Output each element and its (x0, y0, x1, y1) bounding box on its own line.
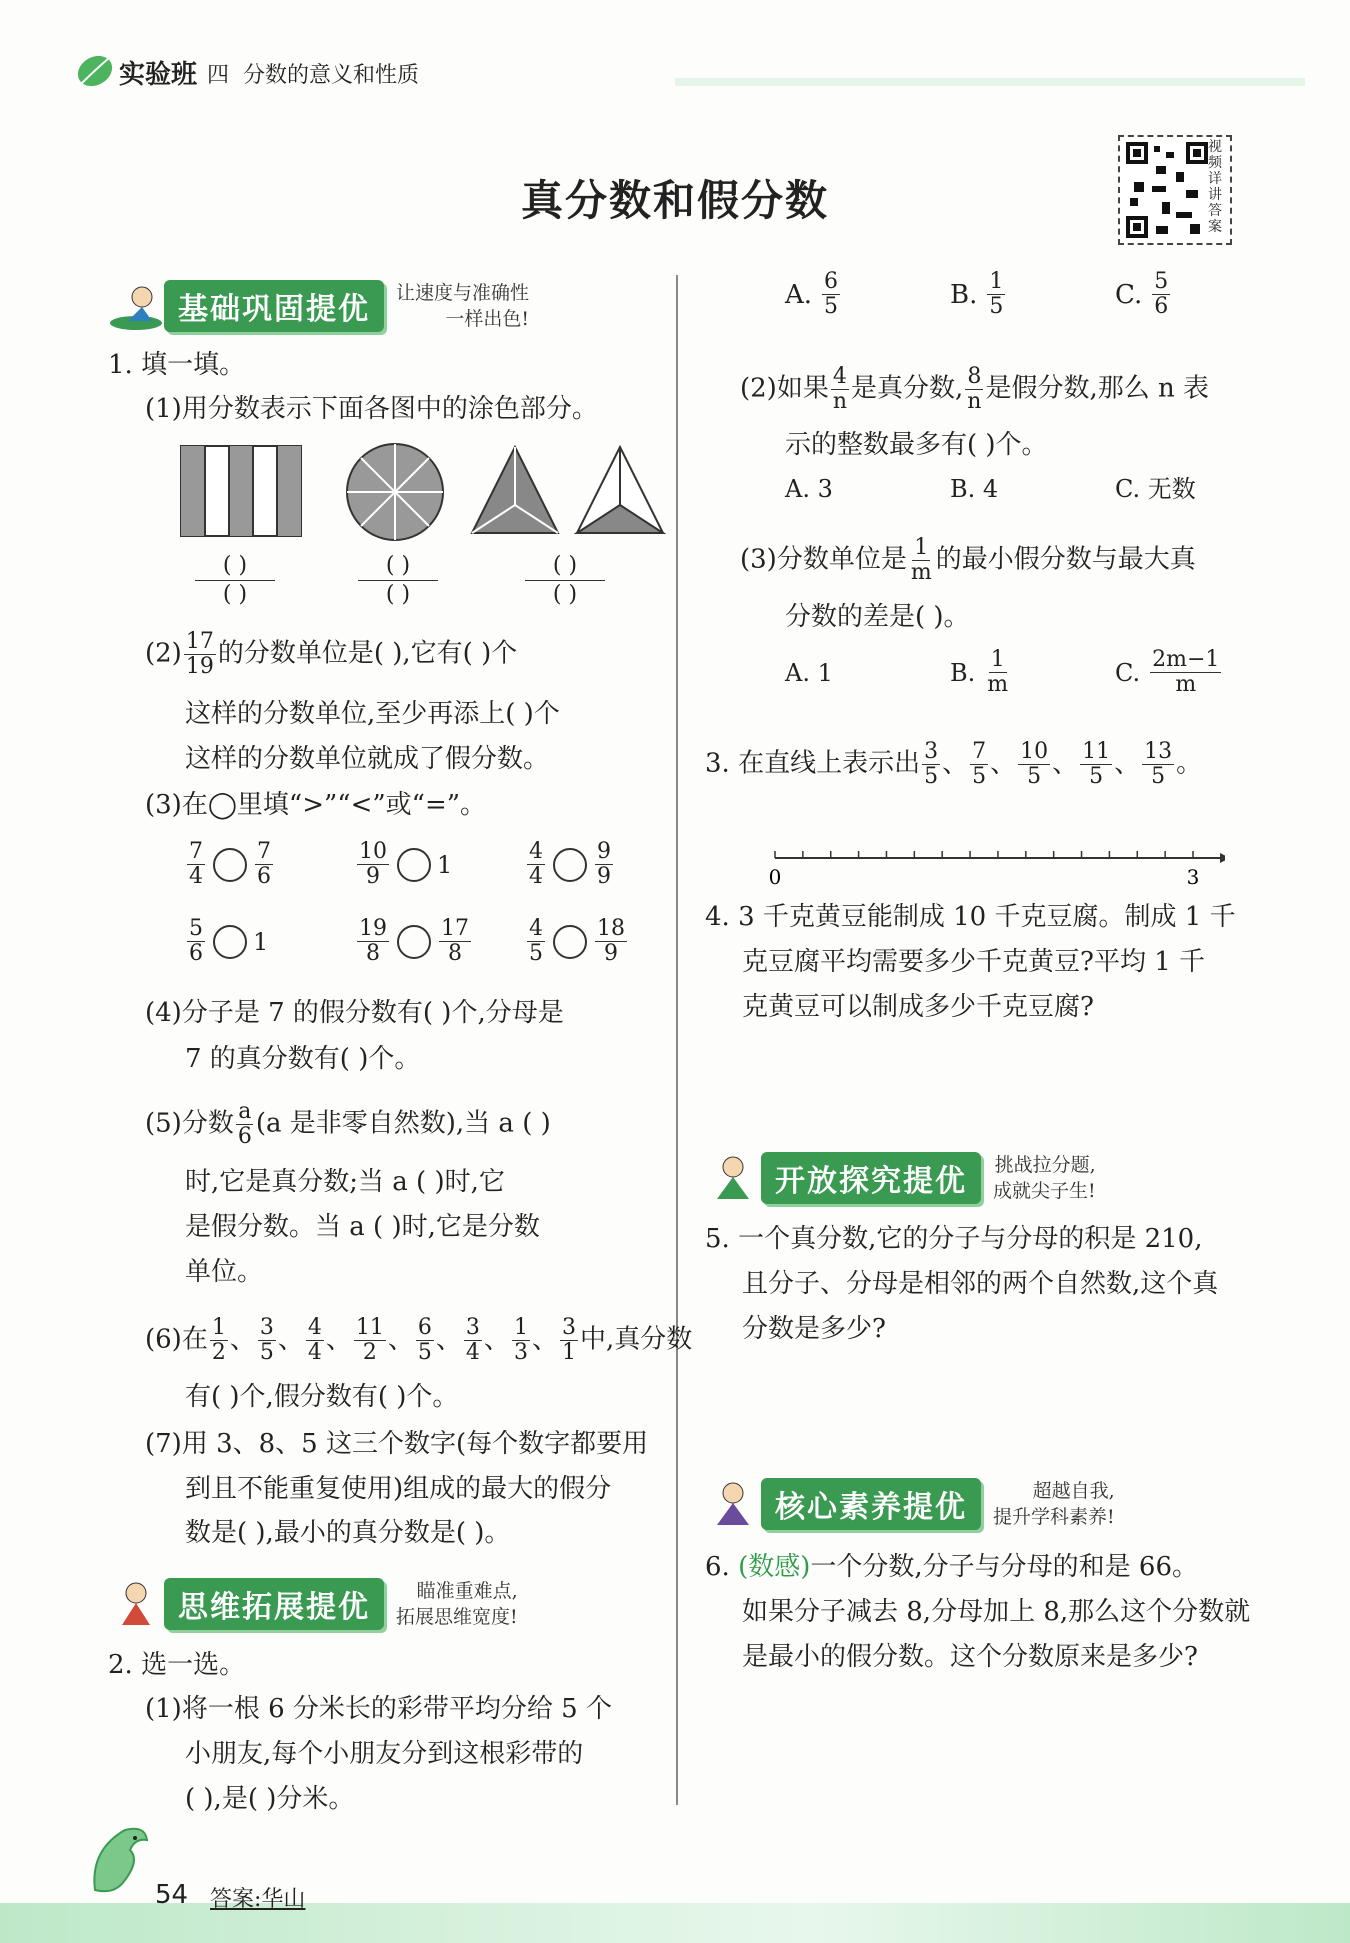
compare-circle[interactable] (553, 848, 587, 882)
option-b[interactable]: B. 4 (950, 475, 999, 503)
compare-item (525, 917, 655, 966)
option-c[interactable]: C. $\frac{5}{6}$ (1115, 269, 1169, 319)
q4-l1: 4. 3 千克黄豆能制成 10 千克豆腐。制成 1 千 (705, 902, 1236, 932)
mascot-icon (108, 1579, 164, 1629)
blank-fraction[interactable]: ( ) ( ) (195, 552, 275, 609)
fraction: $\frac{1}{m}$ (987, 647, 1009, 697)
q2-p2-options (785, 472, 1245, 506)
option-a[interactable]: A. 1 (785, 658, 833, 687)
fraction: $\frac{17}{8}$ (441, 916, 469, 966)
q1-p3: (3)在◯里填“>”“<”或“=”。 (145, 790, 487, 820)
q2-p3-options (785, 648, 1245, 697)
q1-p7c: 数是( ),最小的真分数是( )。 (185, 1518, 511, 1548)
fraction: $\frac{5}{6}$ (189, 916, 203, 966)
fraction: $\frac{18}{9}$ (597, 916, 625, 966)
q1-p1: (1)用分数表示下面各图中的涂色部分。 (145, 394, 598, 424)
q4-l3: 克黄豆可以制成多少千克豆腐? (742, 992, 1094, 1022)
mascot-icon (705, 1153, 761, 1203)
fraction: $\frac{3}{5}$ (259, 1315, 274, 1365)
option-a[interactable]: A. $\frac{6}{5}$ (785, 269, 839, 319)
section-label: 基础巩固提优 (164, 280, 384, 332)
option-b[interactable]: B. $\frac{1}{5}$ (950, 269, 1004, 319)
q2-title: 2. 选一选。 (108, 1650, 246, 1680)
q1-p5b: 时,它是真分数;当 a ( )时,它 (185, 1167, 505, 1197)
fraction: $\frac{8}{n}$ (967, 364, 982, 414)
fraction: $\frac{9}{9}$ (597, 839, 611, 889)
section-banner-basic (108, 280, 529, 332)
figure-rectangle (180, 445, 302, 541)
compare-circle[interactable] (213, 848, 247, 882)
page-title: 真分数和假分数 (520, 176, 829, 225)
mascot-icon (705, 1479, 761, 1529)
section-label: 核心素养提优 (761, 1478, 981, 1530)
qr-caption: 视频详讲答案 (1208, 139, 1222, 235)
fraction: $\frac{3}{4}$ (465, 1315, 480, 1365)
q2-p1c: ( ),是( )分米。 (185, 1784, 355, 1814)
q6-tag: (数感) (738, 1552, 811, 1582)
option-a[interactable]: A. 3 (785, 475, 833, 503)
header-rule (675, 78, 1305, 86)
q6-l1: 6. (数感)一个分数,分子与分母的和是 66。 (705, 1552, 1198, 1582)
axis-label: 0 (768, 865, 782, 889)
slogan-line: 瞄准重难点, (416, 1580, 518, 1602)
q5-l3: 分数是多少? (742, 1314, 886, 1344)
q3-text: 3. 在直线上表示出 $\frac{3}{5}$ 、 $\frac{7}{5}$ 、 $\frac{10}{5}$ 、 $\frac{11}{5}$ 、 $\frac{13}{5}$ 。 (705, 739, 1203, 789)
q6-l3: 是最小的假分数。这个分数原来是多少? (742, 1642, 1198, 1672)
compare-circle[interactable] (397, 848, 431, 882)
fraction: $\frac{7}{5}$ (972, 739, 987, 789)
q1-p5c: 是假分数。当 a ( )时,它是分数 (185, 1212, 540, 1242)
answer-code[interactable]: 答案:华山 (210, 1887, 306, 1912)
slogan-line: 一样出色! (445, 308, 530, 330)
figure-triangles (470, 445, 670, 541)
q6-l2: 如果分子减去 8,分母加上 8,那么这个分数就 (742, 1597, 1251, 1627)
q1-p2b: 这样的分数单位,至少再添上( )个 (185, 699, 560, 729)
fraction: $\frac{6}{5}$ (824, 269, 839, 319)
figure-circle (345, 442, 445, 546)
fraction: $\frac{3}{1}$ (561, 1315, 576, 1365)
fraction: $\frac{3}{5}$ (924, 739, 939, 789)
q1-p6b: 有( )个,假分数有( )个。 (185, 1382, 459, 1412)
q1-p2c: 这样的分数单位就成了假分数。 (185, 744, 550, 774)
fraction: $\frac{1}{2}$ (211, 1315, 226, 1365)
fraction: $\frac{7}{4}$ (189, 839, 203, 889)
option-b[interactable]: B. $\frac{1}{m}$ (950, 647, 1009, 697)
axis-label: 3 (1186, 865, 1200, 889)
footer-bar (0, 1903, 1350, 1943)
dolphin-icon (85, 1820, 155, 1904)
q1-p5a: (5)分数 $\frac{a}{6}$ (a 是非零自然数),当 a ( ) (145, 1099, 551, 1149)
q1-p5d: 单位。 (185, 1257, 264, 1287)
fraction: $\frac{4}{5}$ (529, 916, 543, 966)
fraction: $\frac{17}{19}$ (185, 629, 214, 679)
fraction: $\frac{19}{8}$ (359, 916, 387, 966)
q2-p2a: (2)如果 $\frac{4}{n}$ 是真分数, $\frac{8}{n}$ 是假分数,那么 n 表 (740, 364, 1209, 414)
fraction: $\frac{4}{4}$ (307, 1315, 322, 1365)
compare-circle[interactable] (397, 925, 431, 959)
fraction: $\frac{4}{4}$ (529, 839, 543, 889)
column-divider (676, 275, 678, 1805)
compare-circle[interactable] (553, 925, 587, 959)
unit-number: 四 (207, 63, 230, 88)
option-c[interactable]: C. 无数 (1115, 475, 1196, 503)
fraction: $\frac{1}{5}$ (989, 269, 1004, 319)
compare-item: $\frac{5}{6}$ 1 (189, 916, 269, 966)
compare-circle[interactable] (213, 925, 247, 959)
header (75, 50, 1305, 100)
q2-p3b: 分数的差是( )。 (785, 602, 970, 632)
compare-item (185, 840, 355, 889)
fraction: $\frac{10}{9}$ (359, 839, 387, 889)
q5-l1: 5. 一个真分数,它的分子与分母的积是 210, (705, 1224, 1203, 1254)
q4-l2: 克豆腐平均需要多少千克黄豆?平均 1 千 (742, 947, 1206, 977)
blank-fraction[interactable]: ( ) ( ) (525, 552, 605, 609)
fraction: $\frac{7}{6}$ (257, 839, 271, 889)
fraction: $\frac{13}{5}$ (1144, 739, 1173, 789)
leaf-logo-icon (75, 52, 115, 90)
q1-p7a: (7)用 3、8、5 这三个数字(每个数字都要用 (145, 1429, 649, 1459)
q1-p6: (6)在 $\frac{1}{2}$ 、 $\frac{3}{5}$ 、 $\frac{4}{4}$ 、 $\frac{11}{2}$ 、 $\frac{6}{5}$ 、 $\frac{3}{4}$ 、 $\frac{1}{3}$ 、 $\frac{3}{1}$ 中,真分数 (145, 1315, 693, 1365)
slogan-line: 拓展思维宽度! (396, 1606, 518, 1628)
compare-item (525, 840, 655, 889)
fraction: $\frac{5}{6}$ (1154, 269, 1169, 319)
option-c[interactable]: C. $\frac{2m-1}{m}$ (1115, 647, 1220, 697)
fraction: $\frac{1}{3}$ (513, 1315, 528, 1365)
q1-title: 1. 填一填。 (108, 350, 246, 380)
section-label: 思维拓展提优 (164, 1578, 384, 1630)
brand-label: 实验班 (119, 60, 198, 90)
slogan-line: 提升学科素养! (993, 1506, 1115, 1528)
q2-p1a: (1)将一根 6 分米长的彩带平均分给 5 个 (145, 1694, 612, 1724)
fraction: $\frac{4}{n}$ (832, 364, 848, 414)
section-banner-core (705, 1478, 1115, 1530)
slogan-line: 成就尖子生! (993, 1180, 1096, 1202)
fraction: $\frac{11}{2}$ (355, 1315, 384, 1365)
slogan-line: 超越自我, (1032, 1480, 1115, 1502)
unit-title: 分数的意义和性质 (243, 63, 420, 88)
arrow-icon (1220, 853, 1225, 863)
q2-p1b: 小朋友,每个小朋友分到这根彩带的 (185, 1739, 584, 1769)
q2-p2b: 示的整数最多有( )个。 (785, 430, 1048, 460)
blank-fraction[interactable]: ( ) ( ) (358, 552, 438, 609)
page-number: 54 (155, 1880, 189, 1910)
fraction: $\frac{6}{5}$ (417, 1315, 432, 1365)
q5-l2: 且分子、分母是相邻的两个自然数,这个真 (742, 1269, 1219, 1299)
q1-p4a: (4)分子是 7 的假分数有( )个,分母是 (145, 998, 564, 1028)
slogan-line: 让速度与准确性 (396, 282, 530, 304)
compare-grid (185, 840, 655, 990)
q1-p2: (2) $\frac{17}{19}$ 的分数单位是( ),它有( )个 (145, 629, 518, 679)
q2-p1-options (785, 270, 1245, 319)
compare-item: $\frac{10}{9}$ 1 (359, 839, 453, 889)
number-line (765, 838, 1225, 902)
fraction: $\frac{a}{6}$ (237, 1099, 252, 1149)
q2-p3a: (3)分数单位是 $\frac{1}{m}$ 的最小假分数与最大真 (740, 535, 1196, 585)
section-label: 开放探究提优 (761, 1152, 981, 1204)
compare-item (355, 917, 525, 966)
fraction: $\frac{10}{5}$ (1020, 739, 1049, 789)
section-banner-thinking (108, 1578, 518, 1630)
fraction: $\frac{11}{5}$ (1082, 739, 1111, 789)
slogan-line: 挑战拉分题, (994, 1154, 1096, 1176)
fraction: $\frac{1}{m}$ (910, 535, 932, 585)
fraction: $\frac{2m-1}{m}$ (1152, 647, 1220, 697)
q1-p4b: 7 的真分数有( )个。 (185, 1044, 421, 1074)
mascot-icon (108, 281, 164, 331)
q1-p7b: 到且不能重复使用)组成的最大的假分 (185, 1474, 612, 1504)
section-banner-open (705, 1152, 1096, 1204)
